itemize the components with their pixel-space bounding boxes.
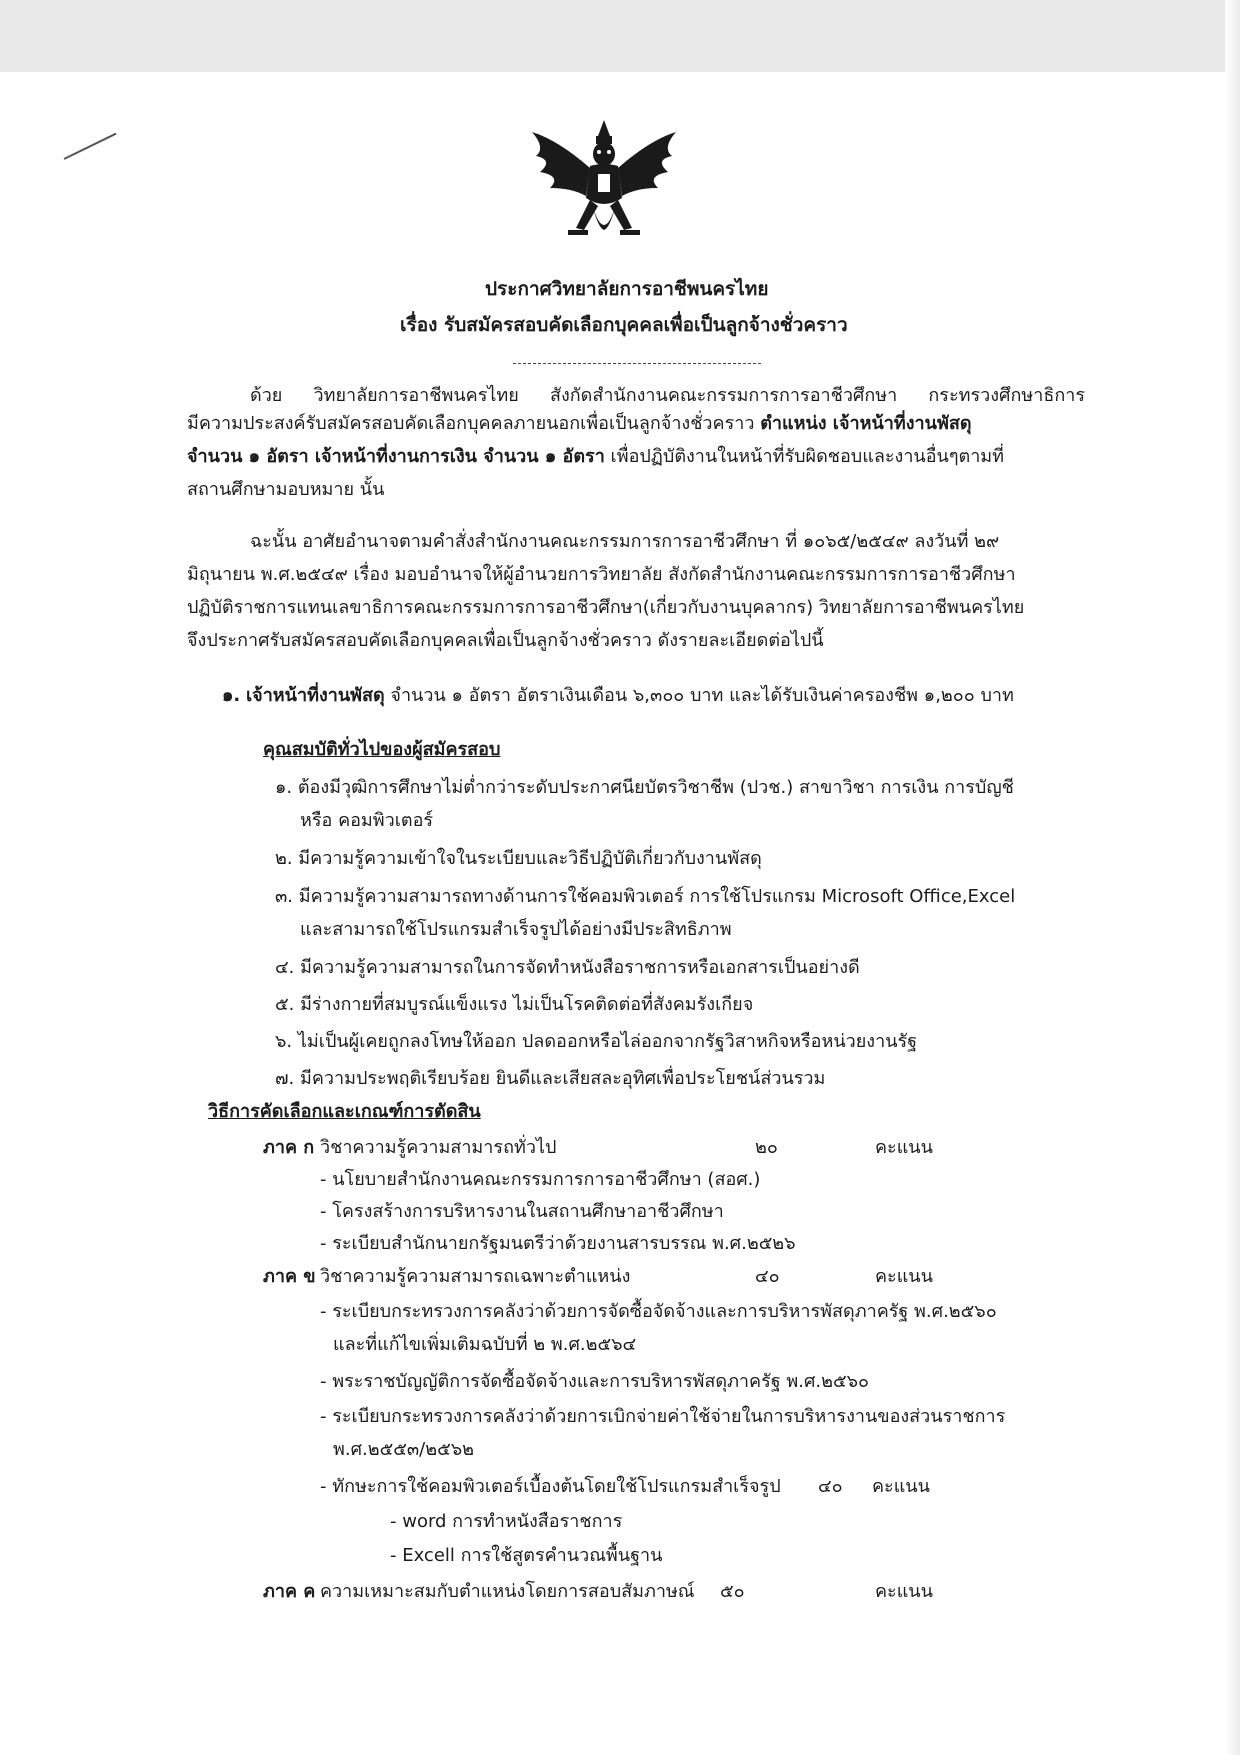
part-c-label: ภาค ค <box>263 1581 316 1602</box>
scan-margin-right <box>1225 0 1240 1755</box>
part-b-subtopic-2: - Excell การใช้สูตรคำนวณพื้นฐาน <box>390 1545 663 1566</box>
intro-line-3 <box>187 445 1004 469</box>
qualification-6: ๖. ไม่เป็นผู้เคยถูกลงโทษให้ออก ปลดออกหรือไล่ออกจากรัฐวิสาหกิจหรือหน่วยงานรัฐ <box>275 1031 918 1052</box>
intro-line-2 <box>187 412 972 436</box>
intro-line-4: สถานศึกษามอบหมาย นั้น <box>187 479 385 500</box>
part-c-score: ๕๐ <box>720 1581 745 1602</box>
part-b-subject: วิชาความรู้ความสามารถเฉพาะตำแหน่ง <box>320 1266 631 1287</box>
qualification-3-cont: และสามารถใช้โปรแกรมสำเร็จรูปได้อย่างมีประสิทธิภาพ <box>300 919 732 940</box>
selection-heading: วิธีการคัดเลือกและเกณฑ์การตัดสิน <box>208 1101 481 1122</box>
part-a-unit: คะแนน <box>875 1137 933 1158</box>
qualification-7: ๗. มีความประพฤติเรียบร้อย ยินดีและเสียสละอุทิศเพื่อประโยชน์ส่วนรวม <box>275 1068 826 1089</box>
part-b-topic-3-cont: พ.ศ.๒๕๕๓/๒๕๖๒ <box>333 1439 474 1460</box>
qualification-2: ๒. มีความรู้ความเข้าใจในระเบียบและวิธีปฏิบัติเกี่ยวกับงานพัสดุ <box>275 848 762 869</box>
intro-quota-emphasis: จำนวน ๑ อัตรา เจ้าหน้าที่งานการเงิน จำนวน ๑ อัตรา <box>187 446 605 467</box>
intro-position-emphasis: ตำแหน่ง เจ้าหน้าที่งานพัสดุ <box>760 413 972 434</box>
title-divider <box>513 363 761 364</box>
authority-line-2: มิถุนายน พ.ศ.๒๕๔๙ เรื่อง มอบอำนาจให้ผู้อำนวยการวิทยาลัย สังกัดสำนักงานคณะกรรมการการอาชีวศึกษา <box>187 564 1016 585</box>
qualification-1-cont: หรือ คอมพิวเตอร์ <box>300 810 434 831</box>
position-number: ๑. <box>222 685 241 706</box>
qualification-3: ๓. มีความรู้ความสามารถทางด้านการใช้คอมพิวเตอร์ การใช้โปรแกรม Microsoft Office,Excel <box>275 886 1016 907</box>
intro-line-2-text: มีความประสงค์รับสมัครสอบคัดเลือกบุคคลภายนอกเพื่อเป็นลูกจ้างชั่วคราว <box>187 413 761 434</box>
part-c-unit: คะแนน <box>875 1581 933 1602</box>
pen-mark <box>64 133 117 160</box>
part-b-topic-1: - ระเบียบกระทรวงการคลังว่าด้วยการจัดซื้อจัดจ้างและการบริหารพัสดุภาครัฐ พ.ศ.๒๕๖๐ <box>320 1301 997 1322</box>
part-a-score: ๒๐ <box>755 1137 778 1158</box>
authority-line-4: จึงประกาศรับสมัครสอบคัดเลือกบุคคลเพื่อเป็นลูกจ้างชั่วคราว ดังรายละเอียดต่อไปนี้ <box>187 630 824 651</box>
part-b-topic-4-score: ๔๐ <box>818 1476 843 1497</box>
qualifications-heading: คุณสมบัติทั่วไปของผู้สมัครสอบ <box>263 739 501 760</box>
part-b-topic-1-cont: และที่แก้ไขเพิ่มเติมฉบับที่ ๒ พ.ศ.๒๕๖๔ <box>333 1334 637 1355</box>
part-a-topic-3: - ระเบียบสำนักนายกรัฐมนตรีว่าด้วยงานสารบรรณ พ.ศ.๒๕๒๖ <box>320 1233 796 1254</box>
part-b-topic-3: - ระเบียบกระทรวงการคลังว่าด้วยการเบิกจ่ายค่าใช้จ่ายในการบริหารงานของส่วนราชการ <box>320 1406 1006 1427</box>
authority-line-3: ปฏิบัติราชการแทนเลขาธิการคณะกรรมการการอาชีวศึกษา(เกี่ยวกับงานบุคลากร) วิทยาลัยการอาชีพนครไทย <box>187 597 1025 618</box>
authority-line-1: ฉะนั้น อาศัยอำนาจตามคำสั่งสำนักงานคณะกรรมการการอาชีวศึกษา ที่ ๑๐๖๕/๒๕๔๙ ลงวันที่ ๒๙ <box>250 531 1000 552</box>
qualification-1: ๑. ต้องมีวุฒิการศึกษาไม่ต่ำกว่าระดับประกาศนียบัตรวิชาชีพ (ปวช.) สาขาวิชา การเงิน การบัญชี <box>275 777 1014 798</box>
garuda-emblem-icon <box>528 118 680 258</box>
announcement-title: ประกาศวิทยาลัยการอาชีพนครไทย <box>485 278 769 300</box>
position-1 <box>222 684 1014 708</box>
part-b-topic-2: - พระราชบัญญัติการจัดซื้อจัดจ้างและการบริหารพัสดุภาครัฐ พ.ศ.๒๕๖๐ <box>320 1371 870 1392</box>
position-title: เจ้าหน้าที่งานพัสดุ <box>246 685 385 706</box>
part-b-topic-4-unit: คะแนน <box>872 1476 930 1497</box>
part-b-unit: คะแนน <box>875 1266 933 1287</box>
intro-line-3-text: เพื่อปฏิบัติงานในหน้าที่รับผิดชอบและงานอื่นๆตามที่ <box>604 446 1005 467</box>
part-b-score: ๔๐ <box>755 1266 780 1287</box>
qualification-4: ๔. มีความรู้ความสามารถในการจัดทำหนังสือราชการหรือเอกสารเป็นอย่างดี <box>275 957 860 978</box>
position-detail: จำนวน ๑ อัตรา อัตราเงินเดือน ๖,๓๐๐ บาท และได้รับเงินค่าครองชีพ ๑,๒๐๐ บาท <box>384 685 1014 706</box>
part-b-label: ภาค ข <box>263 1266 316 1287</box>
part-a-subject: วิชาความรู้ความสามารถทั่วไป <box>320 1137 557 1158</box>
part-a-topic-1: - นโยบายสำนักงานคณะกรรมการการอาชีวศึกษา (สอศ.) <box>320 1169 761 1190</box>
announcement-subject: เรื่อง รับสมัครสอบคัดเลือกบุคคลเพื่อเป็นลูกจ้างชั่วคราว <box>400 314 848 336</box>
intro-line-1: ด้วย วิทยาลัยการอาชีพนครไทย สังกัดสำนักงานคณะกรรมการการอาชีวศึกษา กระทรวงศึกษาธิการ <box>250 385 1085 406</box>
part-c-subject: ความเหมาะสมกับตำแหน่งโดยการสอบสัมภาษณ์ <box>320 1581 695 1602</box>
scan-margin-top <box>0 0 1240 72</box>
part-a-label: ภาค ก <box>263 1137 315 1158</box>
part-a-topic-2: - โครงสร้างการบริหารงานในสถานศึกษาอาชีวศึกษา <box>320 1201 724 1222</box>
part-b-subtopic-1: - word การทำหนังสือราชการ <box>390 1511 623 1532</box>
part-b-topic-4: - ทักษะการใช้คอมพิวเตอร์เบื้องต้นโดยใช้โปรแกรมสำเร็จรูป <box>320 1476 781 1497</box>
qualification-5: ๕. มีร่างกายที่สมบูรณ์แข็งแรง ไม่เป็นโรคติดต่อที่สังคมรังเกียจ <box>275 994 754 1015</box>
